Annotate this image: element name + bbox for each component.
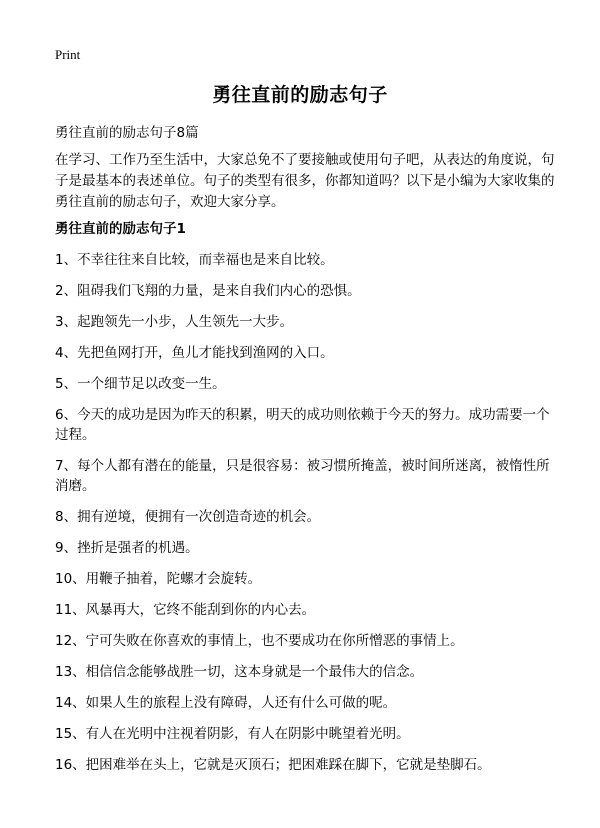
list-item: 4、先把鱼网打开，鱼儿才能找到渔网的入口。 — [55, 345, 334, 361]
section-heading: 勇往直前的励志句子1 — [55, 221, 186, 237]
list-item: 8、拥有逆境，便拥有一次创造奇迹的机会。 — [55, 509, 321, 525]
list-item: 15、有人在光明中注视着阴影，有人在阴影中眺望着光明。 — [55, 726, 410, 742]
document-subtitle: 勇往直前的励志句子8篇 — [55, 125, 199, 141]
list-item: 11、风暴再大，它终不能刮到你的内心去。 — [55, 602, 316, 618]
list-item: 3、起跑领先一小步，人生领先一大步。 — [55, 314, 294, 330]
list-item: 1、不幸往往来自比较，而幸福也是来自比较。 — [55, 252, 334, 268]
list-item: 5、一个细节足以改变一生。 — [55, 376, 226, 392]
print-link[interactable]: Print — [55, 47, 81, 62]
list-item: 6、今天的成功是因为昨天的积累，明天的成功则依赖于今天的努力。成功需要一个过程。 — [55, 407, 550, 443]
page-title: 勇往直前的励志句子 — [212, 84, 388, 106]
list-item: 9、挫折是强者的机遇。 — [55, 540, 199, 556]
list-item: 10、用鞭子抽着，陀螺才会旋转。 — [55, 571, 262, 587]
list-item: 14、如果人生的旅程上没有障碍，人还有什么可做的呢。 — [55, 695, 397, 711]
list-item: 13、相信信念能够战胜一切，这本身就是一个最伟大的信念。 — [55, 664, 424, 680]
intro-paragraph: 在学习、工作乃至生活中，大家总免不了要接触或使用句子吧，从表达的角度说，句子是最基本的表述单位。句子的类型有很多，你都知道吗？以下是小编为大家收集的勇往直前的励志句子，欢迎大家分享。 — [55, 152, 555, 210]
list-item: 16、把困难举在头上，它就是灭顶石；把困难踩在脚下，它就是垫脚石。 — [55, 757, 491, 773]
list-item: 12、宁可失败在你喜欢的事情上，也不要成功在你所憎恶的事情上。 — [55, 633, 464, 649]
list-item: 7、每个人都有潜在的能量，只是很容易：被习惯所掩盖，被时间所迷离，被惰性所消磨。 — [55, 458, 550, 494]
quote-list — [55, 250, 560, 786]
list-item: 2、阻碍我们飞翔的力量，是来自我们内心的恐惧。 — [55, 283, 361, 299]
